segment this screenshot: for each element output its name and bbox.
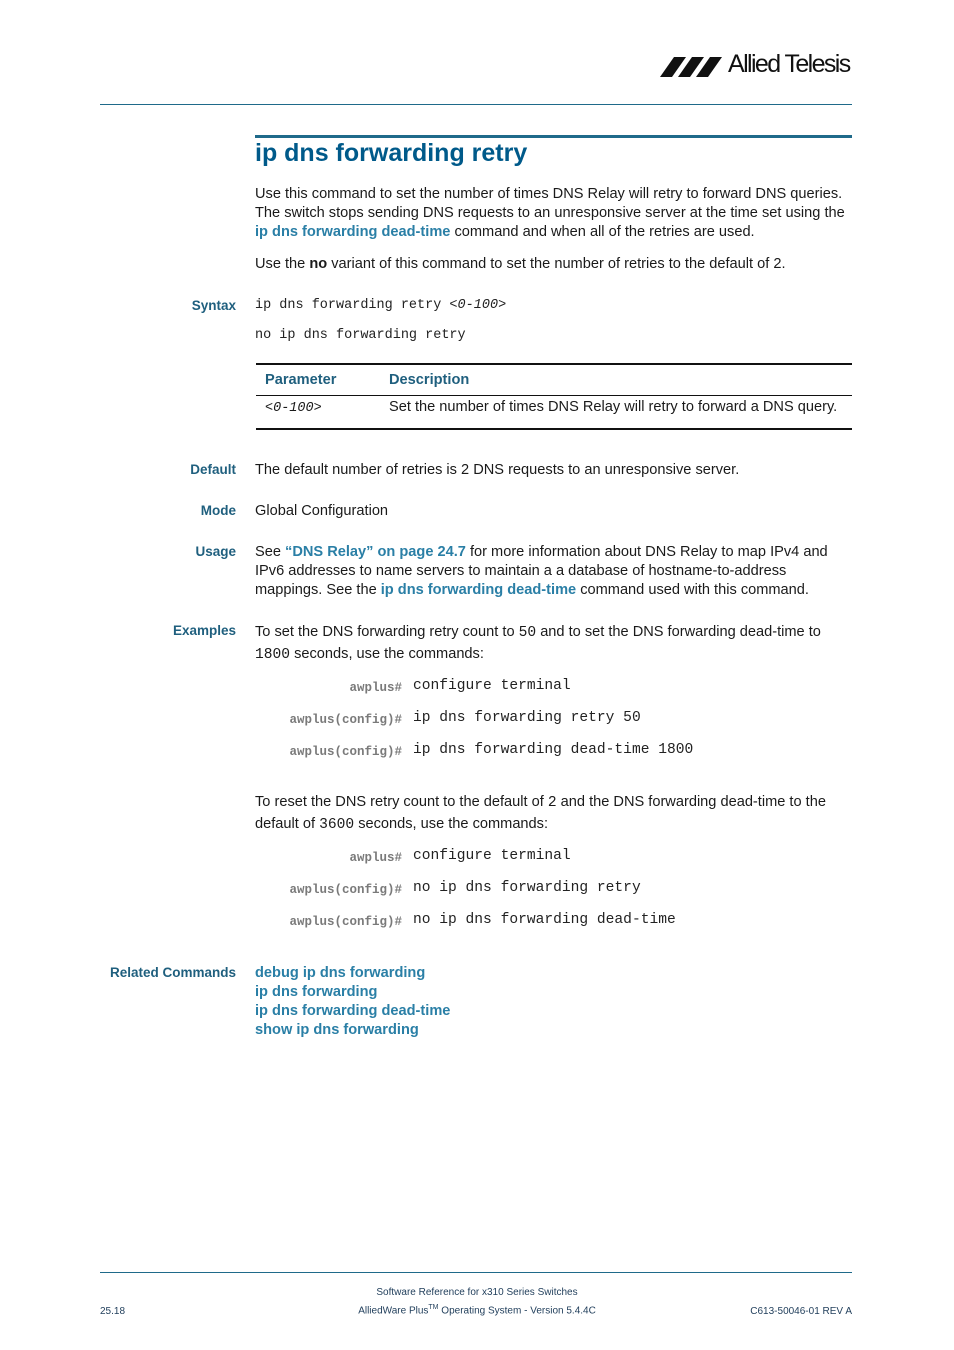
table-top-rule [256,363,852,365]
no-variant-paragraph [255,255,855,274]
usage-line-3-post: command used with this command. [576,582,809,598]
logo-wordmark: Allied Telesis [728,50,850,78]
default-text: The default number of retries is 2 DNS requests to an unresponsive server. [255,462,740,478]
cli-prompt: awplus(config)# [289,713,402,727]
example-1-line-2 [255,644,855,666]
related-commands-label: Related Commands [109,965,236,980]
intro-line-2: The switch stops sending DNS requests to an unresponsive server at the time set using the [255,205,845,221]
intro-paragraph [255,185,855,242]
usage-rest-1: for more information about DNS Relay to map IPv4 and [465,544,828,560]
usage-see: See [255,544,286,560]
page-title: ip dns forwarding retry [255,139,528,167]
footer-tm: TM [428,1304,439,1311]
usage-paragraph [255,543,855,600]
ex1-pre: To set the DNS forwarding retry count to [255,624,519,640]
cli-prompt: awplus(config)# [289,915,402,929]
related-link-show[interactable]: show ip dns forwarding [255,1022,419,1038]
cli-command: ip dns forwarding retry 50 [413,710,641,726]
intro-line-3 [255,223,855,242]
example-2-line-2 [255,814,855,836]
cli-prompt: awplus(config)# [289,745,402,759]
ex2-post: seconds, use the commands: [354,816,549,832]
intro-line-3-rest: command and when all of the retries are used. [450,224,755,240]
syntax-param: 0-100 [457,298,499,313]
mode-label: Mode [200,503,236,518]
syntax-cmd: ip dns forwarding retry < [255,298,458,313]
no-keyword: no [309,256,328,272]
usage-line-1 [255,543,855,562]
related-link-debug[interactable]: debug ip dns forwarding [255,965,426,981]
no-prefix: Use the [255,256,310,272]
cli-command: no ip dns forwarding retry [413,880,641,896]
ex1-val2: 1800 [255,647,291,663]
examples-label: Examples [172,623,236,638]
related-commands-list [255,964,855,1040]
usage-label: Usage [195,544,236,559]
cli-command: no ip dns forwarding dead-time [413,912,676,928]
ex1-mid: and to set the DNS forwarding dead-time to [536,624,821,640]
table-header-parameter: Parameter [265,372,337,388]
ex2-line2-pre: default of [255,816,320,832]
ex2-val1: 2 [547,795,557,811]
footer-os: Operating System - Version 5.4.4C [438,1305,596,1317]
table-cell-parameter [265,401,322,416]
syntax-end: > [498,298,507,313]
code-line [252,848,852,868]
footer-rule [100,1272,852,1273]
document-id: C613-50046-01 REV A [750,1306,852,1317]
code-line [252,912,852,932]
example-2-intro [255,792,855,836]
example-1-intro [255,622,855,666]
example-2-line-1 [255,792,855,814]
dns-relay-link[interactable]: “DNS Relay” on page 24.7 [285,544,466,560]
title-rule [255,135,852,138]
cli-command: configure terminal [413,678,571,694]
cli-command: ip dns forwarding dead-time 1800 [413,742,694,758]
no-rest: variant of this command to set the number of retries to the default of 2. [327,256,786,272]
syntax-line-2: no ip dns forwarding retry [255,328,466,343]
page-number: 25.18 [100,1306,126,1317]
intro-line-1: Use this command to set the number of times DNS Relay will retry to forward DNS queries. [255,186,843,202]
code-line [252,710,852,730]
code-line [252,880,852,900]
cli-command: configure terminal [413,848,571,864]
code-line [252,678,852,698]
mode-text: Global Configuration [255,503,389,519]
usage-line-2: IPv6 addresses to name servers to maintain a a database of hostname-to-address [255,563,787,579]
param-close: > [313,401,322,416]
cli-prompt: awplus# [349,681,402,695]
table-bottom-rule [256,428,852,430]
table-header-description: Description [389,372,470,388]
param-value: 0-100 [273,401,314,416]
example-1-line-1 [255,622,855,644]
example-1-code-block [252,678,852,778]
related-link-forwarding[interactable]: ip dns forwarding [255,984,378,1000]
footer-version [300,1304,654,1316]
ex2-pre: To reset the DNS retry count to the default of [255,794,548,810]
cli-prompt: awplus# [349,851,402,865]
table-cell-description: Set the number of times DNS Relay will retry to forward a DNS query. [389,399,838,415]
syntax-line-1 [255,298,506,313]
footer-title: Software Reference for x310 Series Switches [376,1287,578,1298]
ex1-val1: 50 [518,625,537,641]
default-label: Default [190,462,236,477]
usage-line-3-pre: mappings. See the [255,582,381,598]
table-header-rule [256,395,852,396]
dead-time-link[interactable]: ip dns forwarding dead-time [255,224,451,240]
ex2-val2: 3600 [319,817,355,833]
related-link-dead-time[interactable]: ip dns forwarding dead-time [255,1003,451,1019]
logo-mark-icon [660,53,726,79]
example-2-code-block [252,848,852,948]
param-open: < [265,401,274,416]
footer-product: AlliedWare Plus [358,1305,429,1317]
usage-dead-time-link[interactable]: ip dns forwarding dead-time [380,582,577,598]
allied-telesis-logo [660,50,855,80]
header-rule [100,104,852,105]
ex2-mid: and the DNS forwarding dead-time to the [556,794,826,810]
usage-line-3 [255,581,855,600]
syntax-label: Syntax [191,298,236,313]
code-line [252,742,852,762]
ex1-post: seconds, use the commands: [290,646,484,662]
cli-prompt: awplus(config)# [289,883,402,897]
